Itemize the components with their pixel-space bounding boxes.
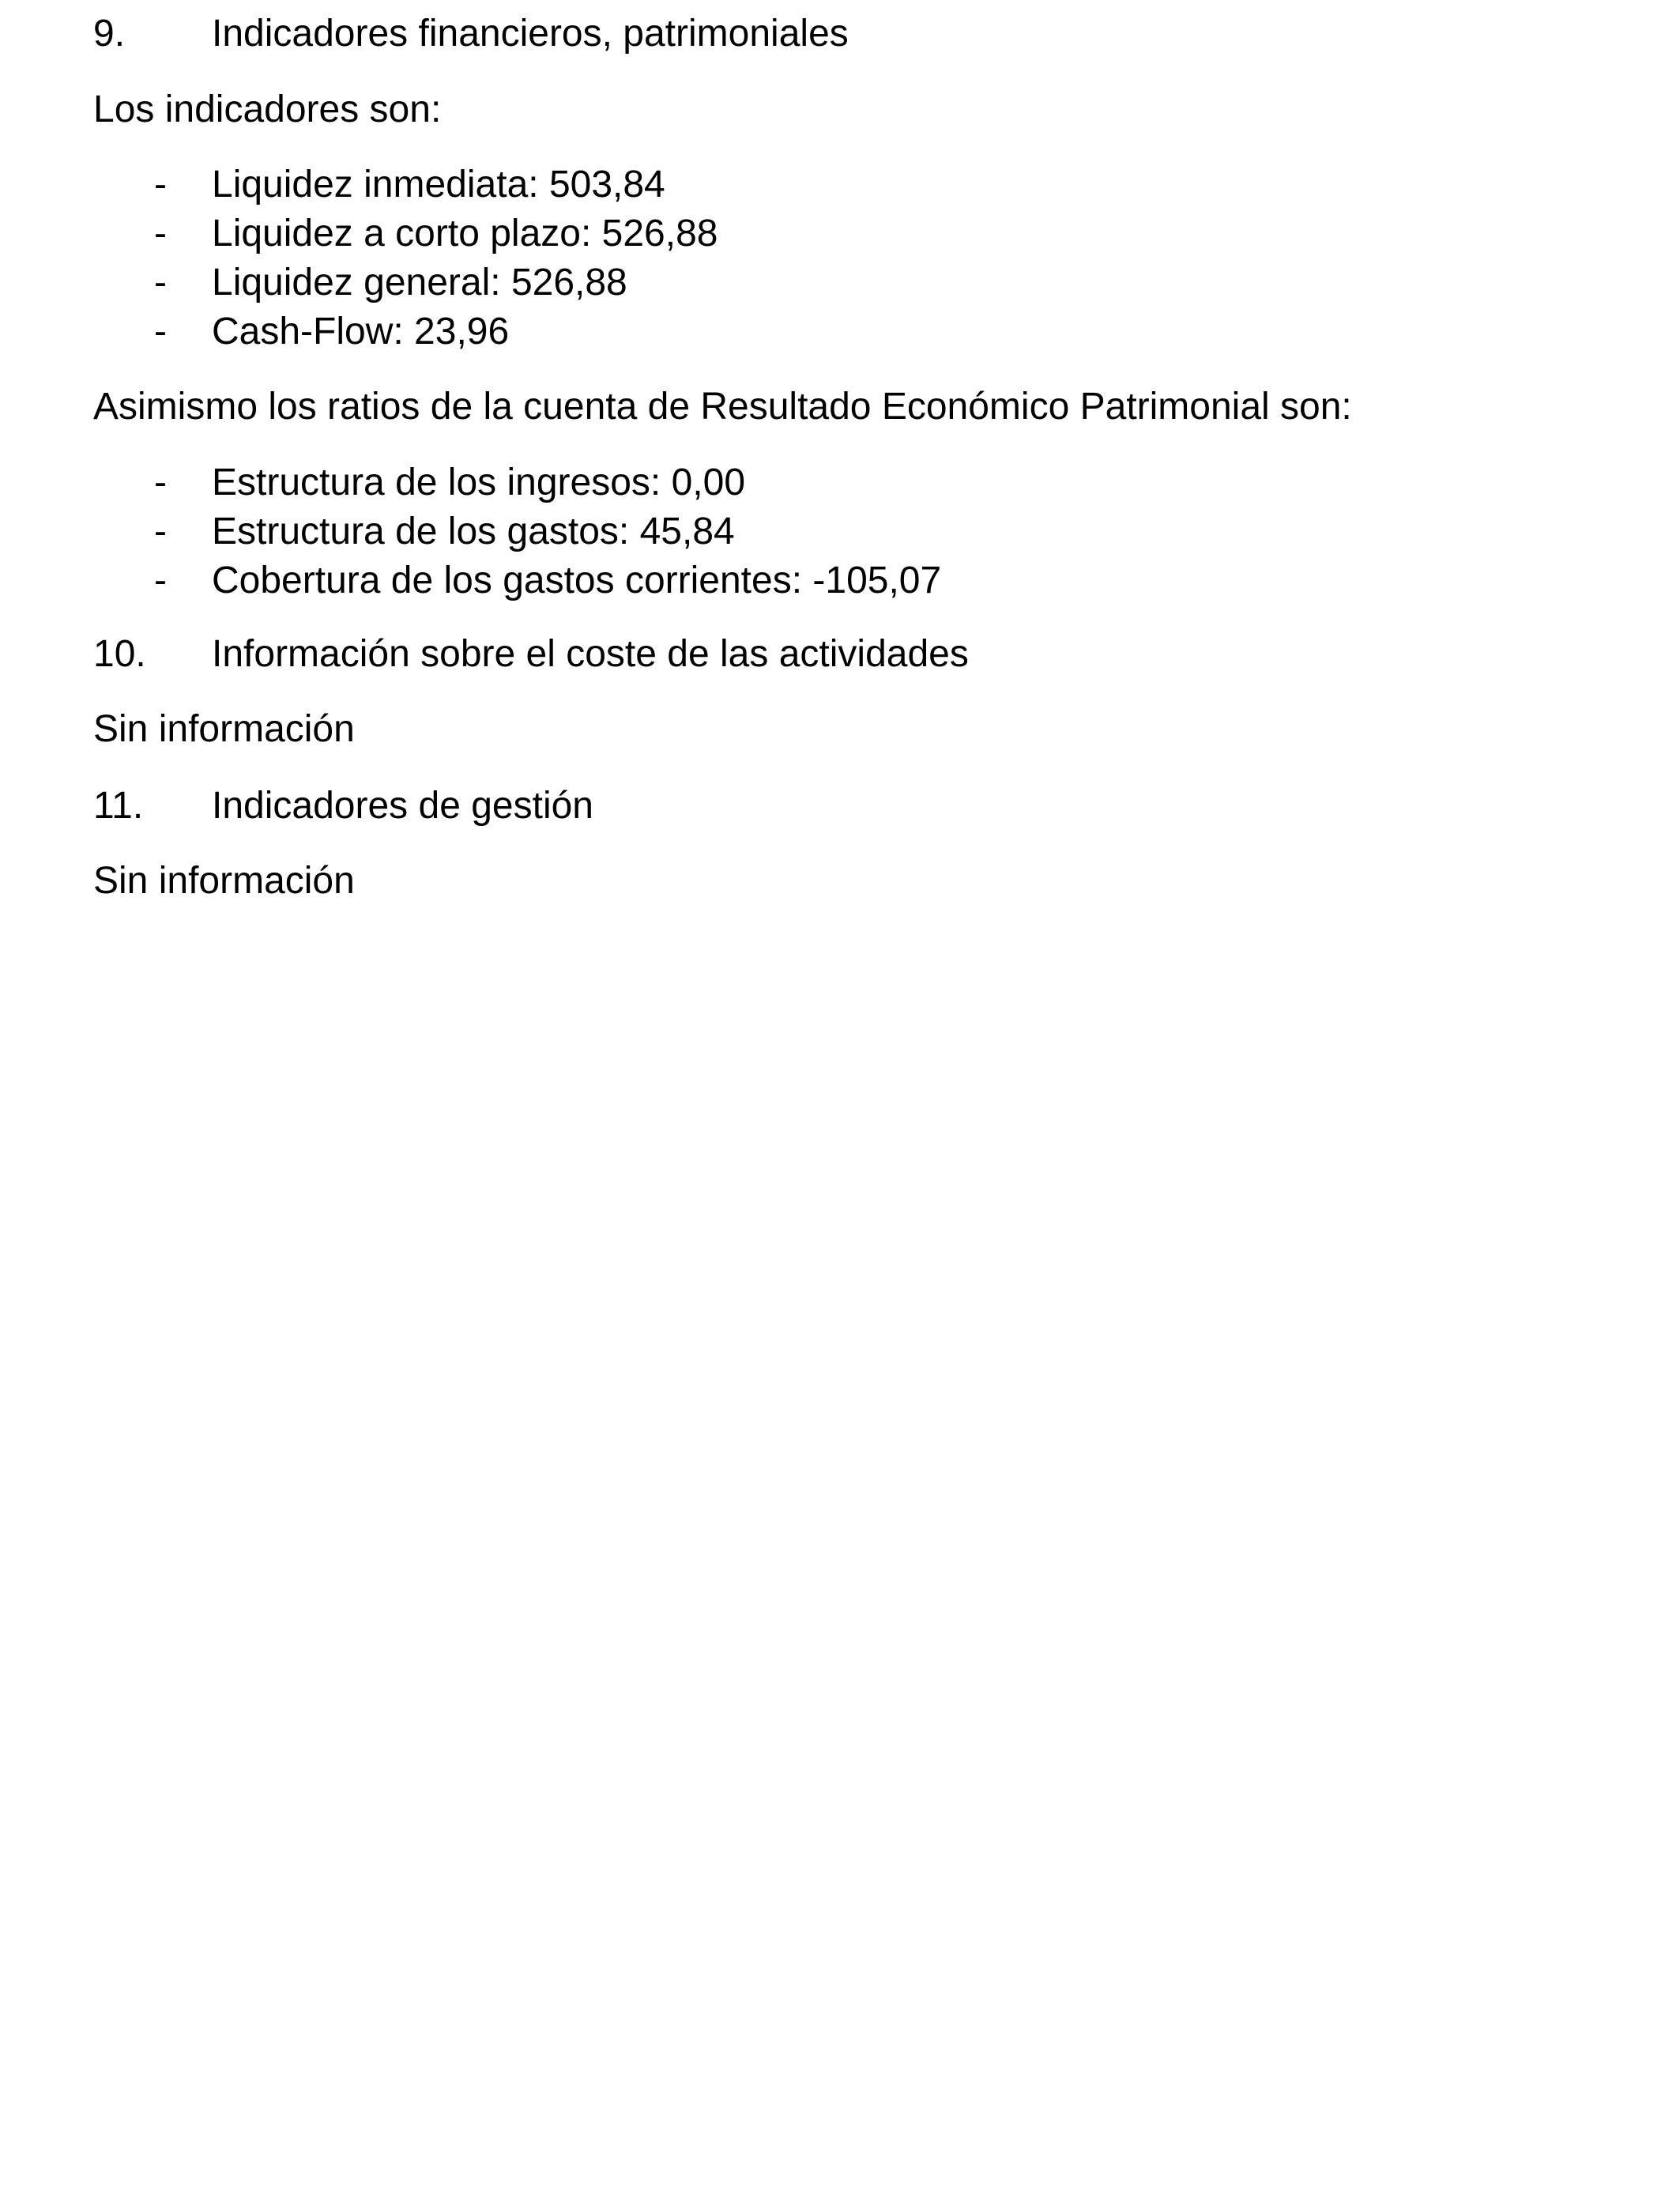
- section-11-body: Sin información: [93, 860, 355, 902]
- section-11-title: Indicadores de gestión: [212, 785, 593, 827]
- list-bullet: -: [154, 164, 167, 205]
- indicator-liquidez-general: Liquidez general: 526,88: [212, 262, 627, 303]
- indicator-liquidez-inmediata: Liquidez inmediata: 503,84: [212, 164, 665, 205]
- indicator-cash-flow: Cash-Flow: 23,96: [212, 311, 510, 352]
- list-bullet: -: [154, 262, 167, 303]
- ratio-cobertura-gastos-corrientes: Cobertura de los gastos corrientes: -105,07: [212, 560, 942, 601]
- ratio-estructura-ingresos: Estructura de los ingresos: 0,00: [212, 462, 746, 503]
- list-bullet: -: [154, 560, 167, 601]
- list-bullet: -: [154, 511, 167, 552]
- list-bullet: -: [154, 213, 167, 254]
- ratio-estructura-gastos: Estructura de los gastos: 45,84: [212, 511, 735, 552]
- section-9-title: Indicadores financieros, patrimoniales: [212, 13, 849, 55]
- section-11-number: 11.: [93, 785, 144, 827]
- section-10-number: 10.: [93, 633, 146, 675]
- indicators-intro: Los indicadores son:: [93, 89, 442, 130]
- section-10-body: Sin información: [93, 708, 355, 750]
- ratios-intro: Asimismo los ratios de la cuenta de Resultado Económico Patrimonial son:: [93, 386, 1352, 428]
- section-9-number: 9.: [93, 13, 126, 55]
- indicator-liquidez-corto-plazo: Liquidez a corto plazo: 526,88: [212, 213, 718, 254]
- section-10-title: Información sobre el coste de las actividades: [212, 633, 969, 675]
- list-bullet: -: [154, 311, 167, 352]
- list-bullet: -: [154, 462, 167, 503]
